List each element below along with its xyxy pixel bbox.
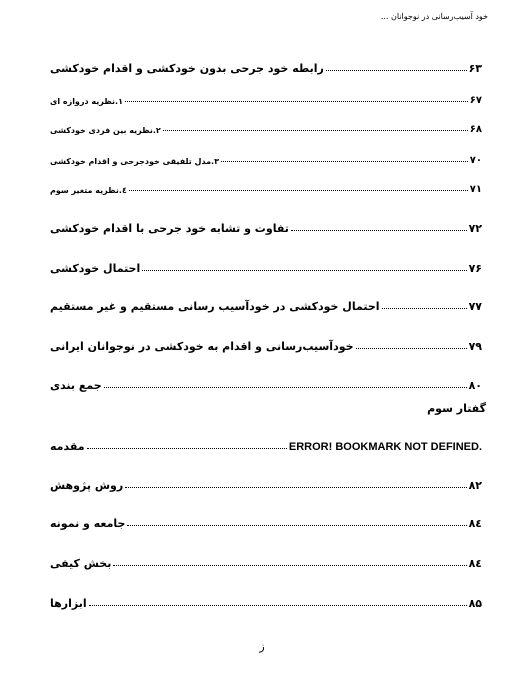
toc-entry[interactable] xyxy=(48,62,482,75)
section-heading: گفتار سوم xyxy=(427,402,486,415)
toc-entry-page: ۷۹ xyxy=(468,340,482,353)
toc-entry[interactable] xyxy=(48,440,482,453)
toc-leader xyxy=(127,524,466,526)
toc-entry-page: ۷۶ xyxy=(468,262,482,275)
toc-leader xyxy=(87,447,287,449)
toc-entry-title: ٤.نظریه متغیر سوم xyxy=(50,186,127,195)
toc-entry-page: ۶۸ xyxy=(469,124,482,135)
toc-entry-title: رابطه خود جرحی بدون خودکشی و اقدام خودکشی xyxy=(50,62,324,75)
toc-entry-page: ۷۰ xyxy=(469,155,482,166)
toc-entry[interactable] xyxy=(48,222,482,235)
toc-entry-title: تفاوت و تشابه خود جرحی با اقدام خودکشی xyxy=(50,222,289,235)
toc-entry-title: احتمال خودکشی در خودآسیب رسانی مستقیم و غیر مستقیم xyxy=(50,300,380,313)
toc-entry-title: ۳.مدل تلفیقی خودجرحی و اقدام خودکشی xyxy=(50,157,219,166)
toc-entry[interactable] xyxy=(48,262,482,275)
toc-entry[interactable] xyxy=(48,557,482,570)
toc-entry[interactable] xyxy=(48,95,482,106)
toc-entry-title: خودآسیب‌رسانی و اقدام به خودکشی در نوجوانان ایرانی xyxy=(50,340,354,353)
toc-entry-title: ابزارها xyxy=(50,597,87,610)
toc-entry-page: ۸٤ xyxy=(468,517,482,530)
toc-entry-page: ۸٤ xyxy=(468,557,482,570)
toc-entry-page: ۷۲ xyxy=(468,222,482,235)
toc-entry-title: جامعه و نمونه xyxy=(50,517,126,530)
toc-leader xyxy=(113,564,466,566)
toc-leader xyxy=(326,69,467,71)
toc-entry[interactable] xyxy=(48,184,482,195)
toc-leader xyxy=(125,100,468,102)
toc-leader xyxy=(291,229,467,231)
bookmark-error-text: ERROR! BOOKMARK NOT DEFINED. xyxy=(288,441,482,453)
toc-entry[interactable] xyxy=(48,124,482,135)
toc-entry-page: ۶۳ xyxy=(468,62,482,75)
toc-entry-page: ۷۷ xyxy=(468,300,482,313)
toc-leader xyxy=(221,160,468,162)
toc-entry-page: ۷۱ xyxy=(469,184,482,195)
toc-leader xyxy=(129,189,468,191)
toc-entry[interactable] xyxy=(48,597,482,610)
toc-entry[interactable] xyxy=(48,479,482,492)
toc-entry-title: بخش کیفی xyxy=(50,557,112,570)
toc-leader xyxy=(356,347,467,349)
toc-entry-page: ۸۲ xyxy=(468,479,482,492)
toc-entry[interactable] xyxy=(48,155,482,166)
toc-leader xyxy=(89,604,467,606)
toc-entry[interactable] xyxy=(48,517,482,530)
page-number: ز xyxy=(259,640,265,653)
toc-leader xyxy=(163,129,468,131)
toc-entry-title: روش پژوهش xyxy=(50,479,124,492)
toc-entry[interactable] xyxy=(48,340,482,353)
toc-entry[interactable] xyxy=(48,300,482,313)
toc-leader xyxy=(142,269,466,271)
toc-entry-title: ۱.نظریه دروازه ای xyxy=(50,97,123,106)
running-header: خود آسیب‌رسانی در نوجوانان ... xyxy=(380,12,488,21)
toc-entry-title: جمع بندی xyxy=(50,379,102,392)
toc-entry-title: احتمال خودکشی xyxy=(50,262,141,275)
toc-entry-title: مقدمه xyxy=(50,440,85,453)
toc-leader xyxy=(125,486,466,488)
toc-leader xyxy=(382,307,467,309)
toc-entry-title: ۲.نظریه بین فردی خودکشی xyxy=(50,126,161,135)
toc-entry-page: ۸۵ xyxy=(468,597,482,610)
toc-entry-page: ۸۰ xyxy=(468,379,482,392)
toc-entry[interactable] xyxy=(48,379,482,392)
toc-leader xyxy=(104,386,467,388)
toc-entry-page: ۶۷ xyxy=(469,95,482,106)
